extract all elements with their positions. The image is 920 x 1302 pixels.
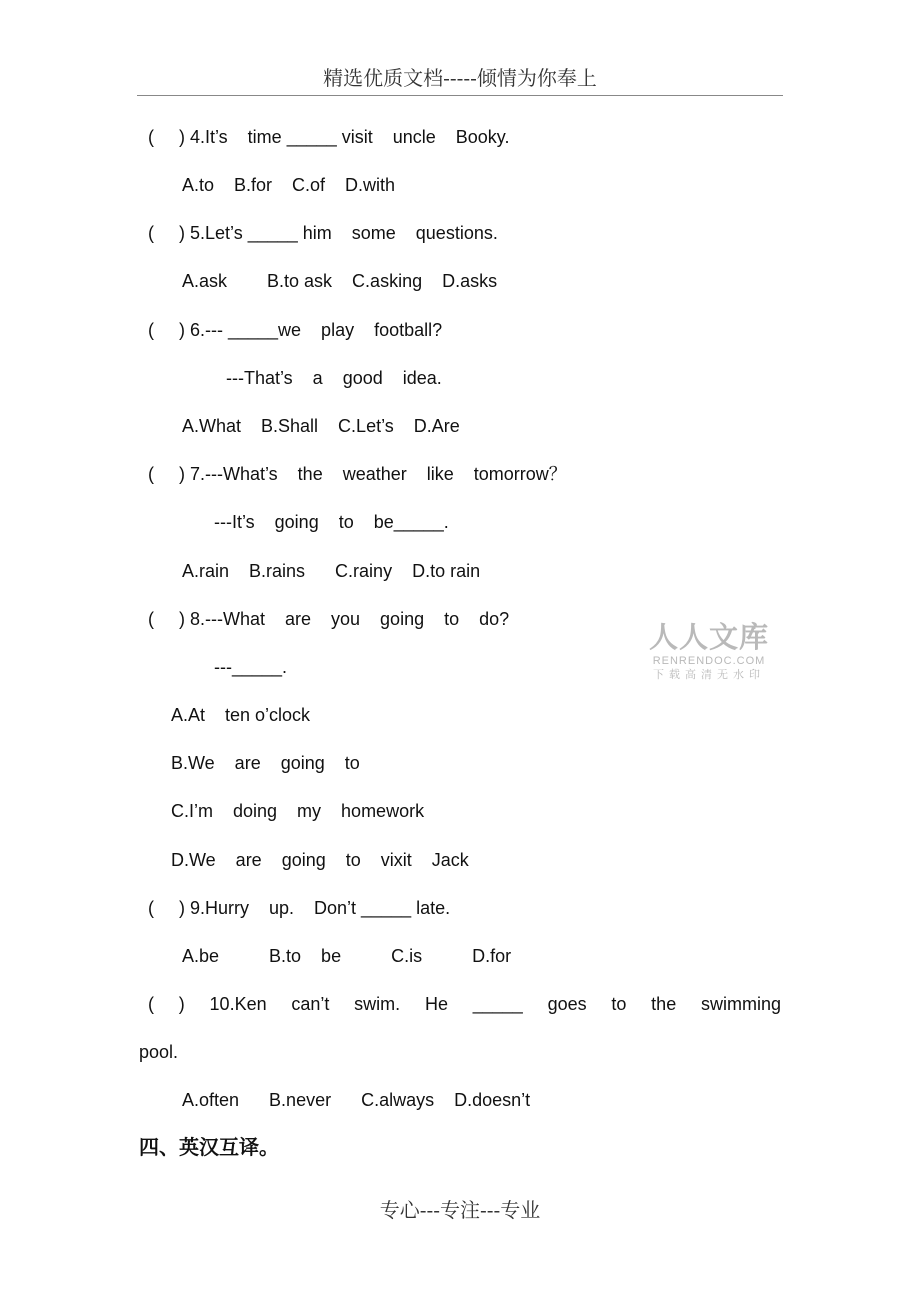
- question-9-options: A.be B.to be C.is D.for: [182, 946, 512, 966]
- question-10-options: A.often B.never C.always D.doesn’t: [182, 1090, 531, 1110]
- watermark-subtitle: 下载高清无水印: [653, 669, 765, 681]
- question-8-option-c: C.I’m doing my homework: [171, 801, 425, 821]
- question-8-option-a: A.At ten o’clock: [171, 705, 311, 725]
- question-8: ( ) 8.---What are you going to do?: [148, 609, 510, 629]
- section-title: 四、英汉互译。: [139, 1137, 279, 1159]
- watermark-url: RENRENDOC.COM: [652, 655, 766, 667]
- question-4: ( ) 4.It’s time _____ visit uncle Booky.: [148, 127, 510, 147]
- header-title: 精选优质文档-----倾情为你奉上: [323, 66, 597, 90]
- watermark-main: 人人文库: [648, 620, 769, 654]
- question-7: ( ) 7.---What’s the weather like tomorrow？: [148, 464, 567, 484]
- question-4-options: A.to B.for C.of D.with: [182, 175, 396, 195]
- question-10: ( ) 10.Ken can’t swim. He _____ goes to the swimming: [148, 994, 781, 1014]
- question-6-options: A.What B.Shall C.Let’s D.Are: [182, 416, 460, 436]
- question-5: ( ) 5.Let’s _____ him some questions.: [148, 223, 498, 243]
- question-8-option-b: B.We are going to: [171, 753, 360, 773]
- page-header: [137, 62, 783, 96]
- question-7-options: A.rain B.rains C.rainy D.to rain: [182, 561, 481, 581]
- watermark-logo: [646, 620, 772, 682]
- question-5-options: A.ask B.to ask C.asking D.asks: [182, 271, 498, 291]
- page-footer: [0, 1194, 920, 1223]
- question-8-answer: ---_____.: [214, 657, 288, 677]
- question-8-option-d: D.We are going to vixit Jack: [171, 850, 469, 870]
- question-9: ( ) 9.Hurry up. Don’t _____ late.: [148, 898, 451, 918]
- question-7-answer: ---It’s going to be_____.: [214, 512, 449, 532]
- question-6: ( ) 6.--- _____we play football?: [148, 320, 443, 340]
- question-6-answer: ---That’s a good idea.: [226, 368, 442, 388]
- question-10-continued: pool.: [139, 1042, 179, 1062]
- footer-text: 专心---专注---专业: [379, 1198, 541, 1222]
